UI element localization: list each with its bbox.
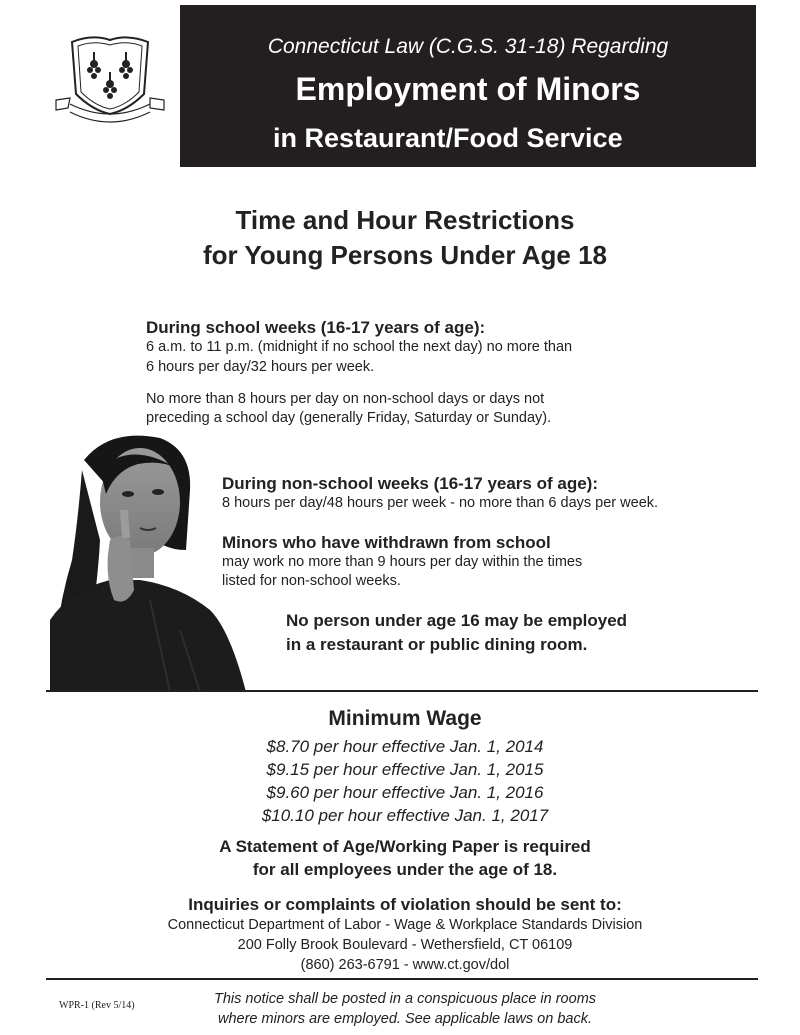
posting-notice-line1: This notice shall be posted in a conspicuous place in rooms [213,991,597,1007]
inquiries-phone-web: (860) 263-6791 - www.ct.gov/dol [300,957,510,973]
header-line-law: Connecticut Law (C.G.S. 31-18) Regarding [267,35,669,58]
withdrawn-text-1: may work no more than 9 hours per day within the times [222,554,583,570]
school-weeks-heading: During school weeks (16-17 years of age): [146,318,486,337]
wage-rate-2015: $9.15 per hour effective Jan. 1, 2015 [266,760,544,779]
wage-rate-2016: $9.60 per hour effective Jan. 1, 2016 [266,783,544,802]
connecticut-seal-logo [52,34,168,126]
school-weeks-text-2: 6 hours per day/32 hours per week. [146,359,375,375]
school-weeks-text-1: 6 a.m. to 11 p.m. (midnight if no school the next day) no more than [146,339,573,355]
inquiries-heading: Inquiries or complaints of violation should be sent to: [188,895,622,914]
inquiries-department: Connecticut Department of Labor - Wage & Workplace Standards Division [167,917,643,933]
statement-line1: A Statement of Age/Working Paper is required [219,837,591,856]
posting-notice-line2: where minors are employed. See applicable laws on back. [218,1011,592,1027]
wage-rate-2014: $8.70 per hour effective Jan. 1, 2014 [266,737,544,756]
page-title-line2: for Young Persons Under Age 18 [202,240,608,270]
school-weeks-text-3: No more than 8 hours per day on non-school days or days not [146,391,545,407]
under16-notice-line2: in a restaurant or public dining room. [286,635,588,654]
page-title-line1: Time and Hour Restrictions [235,205,575,235]
non-school-weeks-text: 8 hours per day/48 hours per week - no more than 6 days per week. [222,495,659,511]
withdrawn-text-2: listed for non-school weeks. [222,573,401,589]
wage-rate-2017: $10.10 per hour effective Jan. 1, 2017 [261,806,549,825]
school-weeks-text-4: preceding a school day (generally Friday, Saturday or Sunday). [146,410,552,426]
under16-notice-line1: No person under age 16 may be employed [286,611,628,630]
withdrawn-heading: Minors who have withdrawn from school [222,533,551,552]
header-line-subtitle: in Restaurant/Food Service [273,123,623,153]
header-line-title: Employment of Minors [295,71,641,107]
statement-line2: for all employees under the age of 18. [252,860,558,879]
form-id: WPR-1 (Rev 5/14) [59,1000,135,1011]
woman-thinking-photo [50,430,250,692]
section-divider-bottom [46,978,758,980]
non-school-weeks-heading: During non-school weeks (16-17 years of age): [222,474,598,493]
header-banner [180,5,756,167]
minimum-wage-heading: Minimum Wage [328,707,482,730]
section-divider-top [46,690,758,692]
inquiries-address: 200 Folly Brook Boulevard - Wethersfield, CT 06109 [237,937,573,953]
